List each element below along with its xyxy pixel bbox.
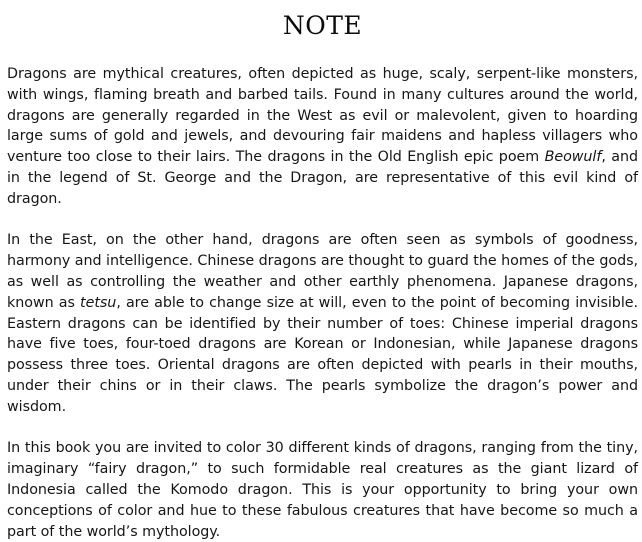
paragraph-text: In the East, on the other hand, dragons are often seen as symbols of goodness, harmony and intelligence. Chinese dragons are thought to guard the homes of the gods, as well as controlling the weather and other earthly phenomena. Japanese dragons, known as — [7, 232, 638, 311]
paragraph-book-intro — [7, 438, 638, 542]
italic-term-tetsu: tetsu — [80, 294, 117, 311]
paragraph-text: , are able to change size at will, even to the point of becoming invisible. Eastern dragons can be identified by their number of toes: Chinese imperial dragons have five toes, four-toed dragons are Korean or Indonesian, while Japanese dragons possess three toes. Oriental dragons are often depicted with pearls in their mouths, under their chins or in their claws. The pearls symbolize the dragon’s power and wisdom. — [7, 294, 638, 415]
paragraph-text: Dragons are mythical creatures, often depicted as huge, scaly, serpent-like monsters, with wings, flaming breath and barbed tails. Found in many cultures around the world, dragons are generally regarded in the West as evil or malevolent, given to hoarding large sums of gold and jewels, and devouring fair maidens and hapless villagers who venture too close to their lairs. The dragons in the Old English epic poem — [7, 66, 638, 166]
page-title: NOTE — [282, 11, 363, 40]
italic-title-beowulf: Beowulf — [544, 149, 602, 166]
note-body — [7, 64, 638, 542]
paragraph-text: In this book you are invited to color 30 different kinds of dragons, ranging from the tiny, imaginary “fairy dragon,” to such formidable real creatures as the giant lizard of Indonesia called the Komodo dragon. This is your opportunity to bring your own conceptions of color and hue to these fabulous creatures that have become so much a part of the world’s mythology. — [7, 440, 638, 540]
paragraph-east-dragons — [7, 230, 638, 417]
paragraph-text: , and in the legend of St. George and the Dragon, are representative of this evil kind of dragon. — [7, 149, 638, 207]
paragraph-west-dragons — [7, 64, 638, 210]
